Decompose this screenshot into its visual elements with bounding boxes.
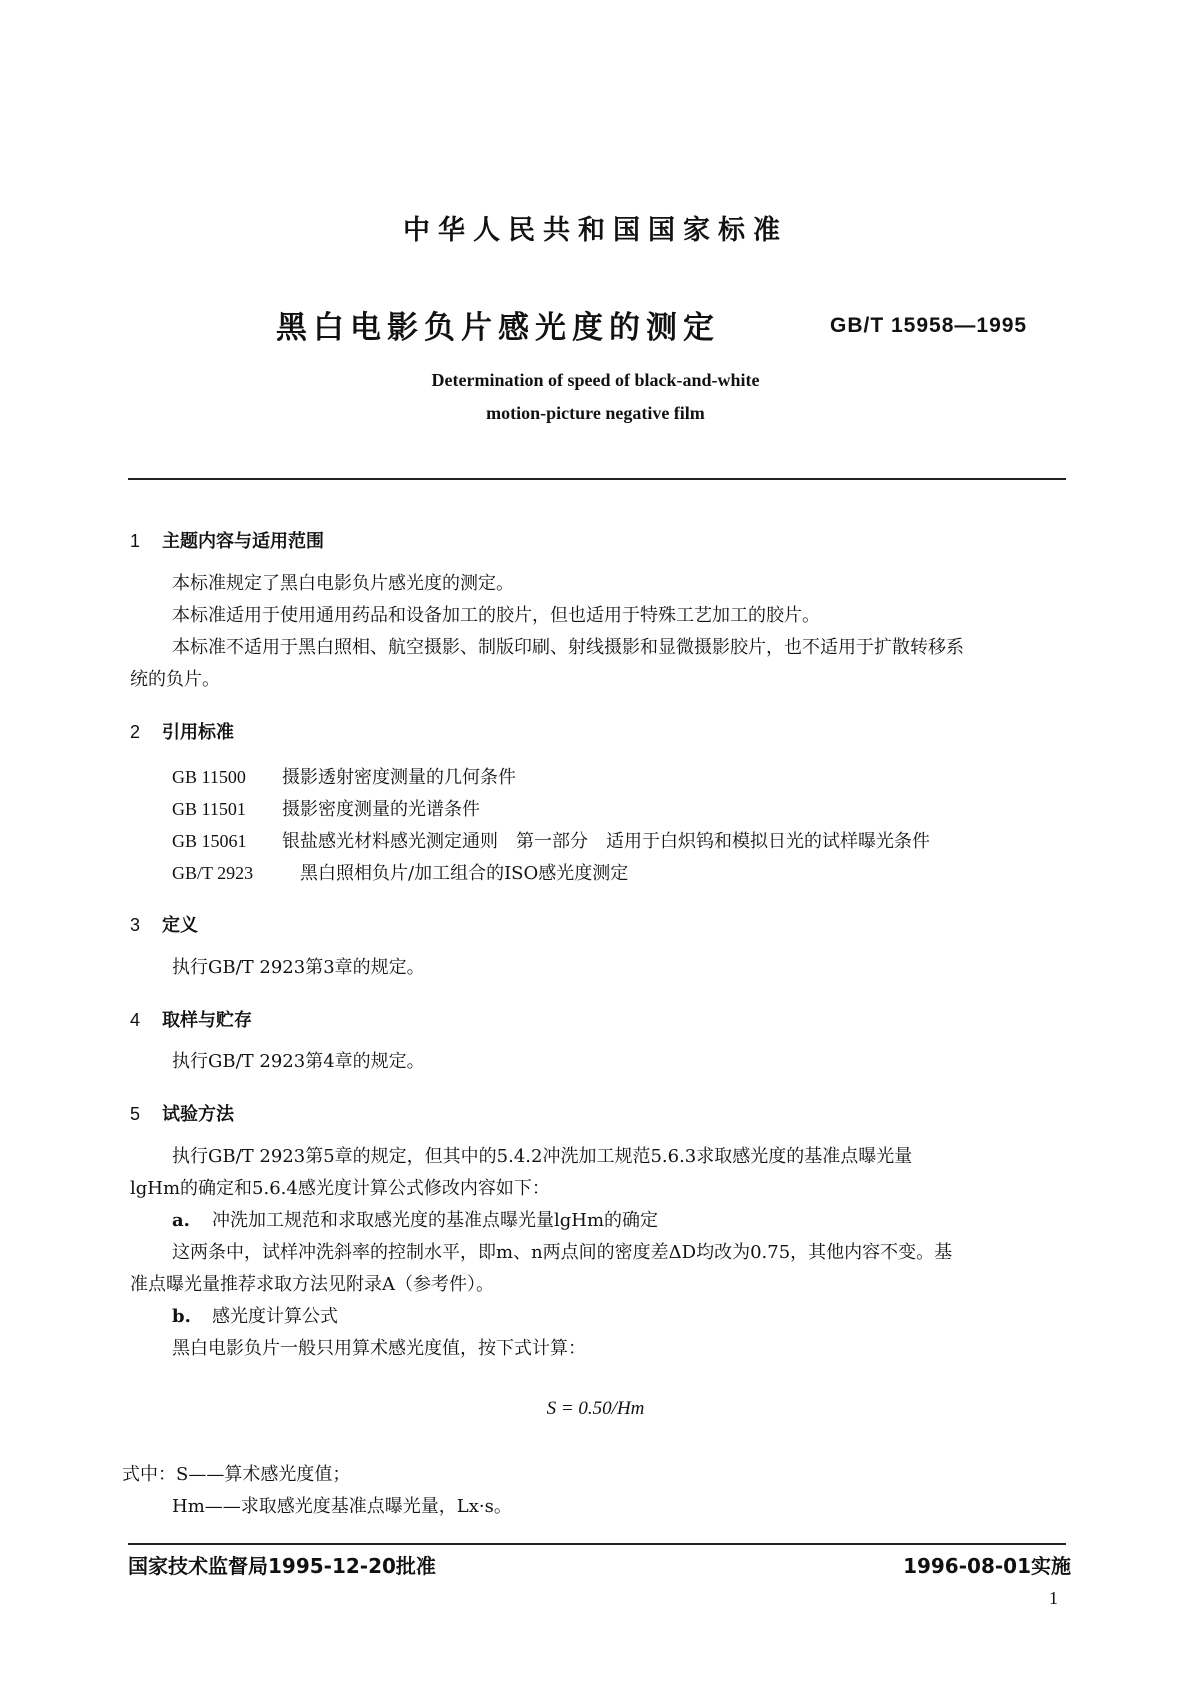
subsection-label: a. bbox=[172, 1210, 190, 1231]
formula-variable-definition: Hm——求取感光度基准点曝光量，Lx·s。 bbox=[172, 1496, 512, 1517]
standard-code: GB/T 15958—1995 bbox=[830, 314, 1028, 337]
section-number: 5 bbox=[130, 1104, 141, 1124]
paragraph: 执行GB/T 2923第4章的规定。 bbox=[172, 1051, 425, 1072]
formula-variable-definition: 式中：S——算术感光度值； bbox=[122, 1464, 351, 1485]
header-divider bbox=[128, 478, 1066, 480]
paragraph: 本标准规定了黑白电影负片感光度的测定。 bbox=[172, 573, 514, 594]
section-1-heading bbox=[130, 527, 324, 553]
reference-code: GB 11501 bbox=[172, 799, 246, 819]
reference-item bbox=[172, 763, 516, 789]
page-number: 1 bbox=[1049, 1588, 1058, 1608]
document-title-en-line2: motion-picture negative film bbox=[486, 403, 705, 423]
paragraph: 统的负片。 bbox=[130, 669, 220, 690]
approval-line: 国家技术监督局1995-12-20批准 bbox=[128, 1554, 436, 1578]
subsection-a bbox=[172, 1205, 658, 1237]
reference-title: 摄影密度测量的光谱条件 bbox=[282, 799, 480, 820]
reference-code: GB/T 2923 bbox=[172, 863, 254, 883]
paragraph: 准点曝光量推荐求取方法见附录A（参考件）。 bbox=[130, 1274, 494, 1295]
subsection-title: 冲洗加工规范和求取感光度的基准点曝光量lgHm的确定 bbox=[212, 1210, 659, 1231]
paragraph: 本标准适用于使用通用药品和设备加工的胶片，但也适用于特殊工艺加工的胶片。 bbox=[172, 605, 820, 626]
section-2-heading bbox=[130, 718, 234, 744]
speed-formula: S = 0.50/Hm bbox=[546, 1398, 645, 1419]
paragraph: lgHm的确定和5.6.4感光度计算公式修改内容如下： bbox=[130, 1178, 550, 1199]
section-number: 2 bbox=[130, 722, 141, 742]
section-title: 引用标准 bbox=[162, 722, 234, 743]
reference-title: 摄影透射密度测量的几何条件 bbox=[282, 767, 516, 788]
paragraph: 这两条中，试样冲洗斜率的控制水平，即m、n两点间的密度差ΔD均改为0.75，其他内容不变。基 bbox=[172, 1242, 953, 1263]
section-title: 主题内容与适用范围 bbox=[162, 531, 324, 552]
paragraph: 执行GB/T 2923第3章的规定。 bbox=[172, 957, 425, 978]
subsection-b bbox=[172, 1301, 338, 1333]
paragraph: 本标准不适用于黑白照相、航空摄影、制版印刷、射线摄影和显微摄影胶片，也不适用于扩散转移系 bbox=[172, 637, 964, 658]
section-number: 4 bbox=[130, 1010, 141, 1030]
section-number: 1 bbox=[130, 531, 141, 551]
section-title: 定义 bbox=[162, 915, 198, 936]
section-5-heading bbox=[130, 1100, 234, 1126]
footer-divider bbox=[128, 1543, 1066, 1545]
reference-item bbox=[172, 827, 930, 853]
subsection-label: b. bbox=[172, 1306, 191, 1327]
reference-code: GB 15061 bbox=[172, 831, 247, 851]
reference-item bbox=[172, 795, 480, 821]
section-4-heading bbox=[130, 1006, 252, 1032]
reference-code: GB 11500 bbox=[172, 767, 246, 787]
section-title: 试验方法 bbox=[162, 1104, 234, 1125]
document-title-en-line1: Determination of speed of black-and-white bbox=[431, 370, 760, 390]
section-3-heading bbox=[130, 911, 198, 937]
section-title: 取样与贮存 bbox=[162, 1010, 252, 1031]
reference-item bbox=[172, 859, 628, 885]
paragraph: 黑白电影负片一般只用算术感光度值，按下式计算： bbox=[172, 1338, 586, 1359]
document-title-cn: 黑白电影负片感光度的测定 bbox=[276, 310, 720, 346]
effective-date-line: 1996-08-01实施 bbox=[903, 1554, 1071, 1578]
paragraph: 执行GB/T 2923第5章的规定，但其中的5.4.2冲洗加工规范5.6.3求取感光度的基准点曝光量 bbox=[172, 1146, 913, 1167]
standard-type-heading: 中华人民共和国国家标准 bbox=[403, 215, 788, 246]
section-number: 3 bbox=[130, 915, 141, 935]
reference-title: 银盐感光材料感光测定通则 第一部分 适用于白炽钨和模拟日光的试样曝光条件 bbox=[282, 831, 930, 852]
reference-title: 黑白照相负片/加工组合的ISO感光度测定 bbox=[300, 863, 629, 884]
subsection-title: 感光度计算公式 bbox=[212, 1306, 338, 1327]
